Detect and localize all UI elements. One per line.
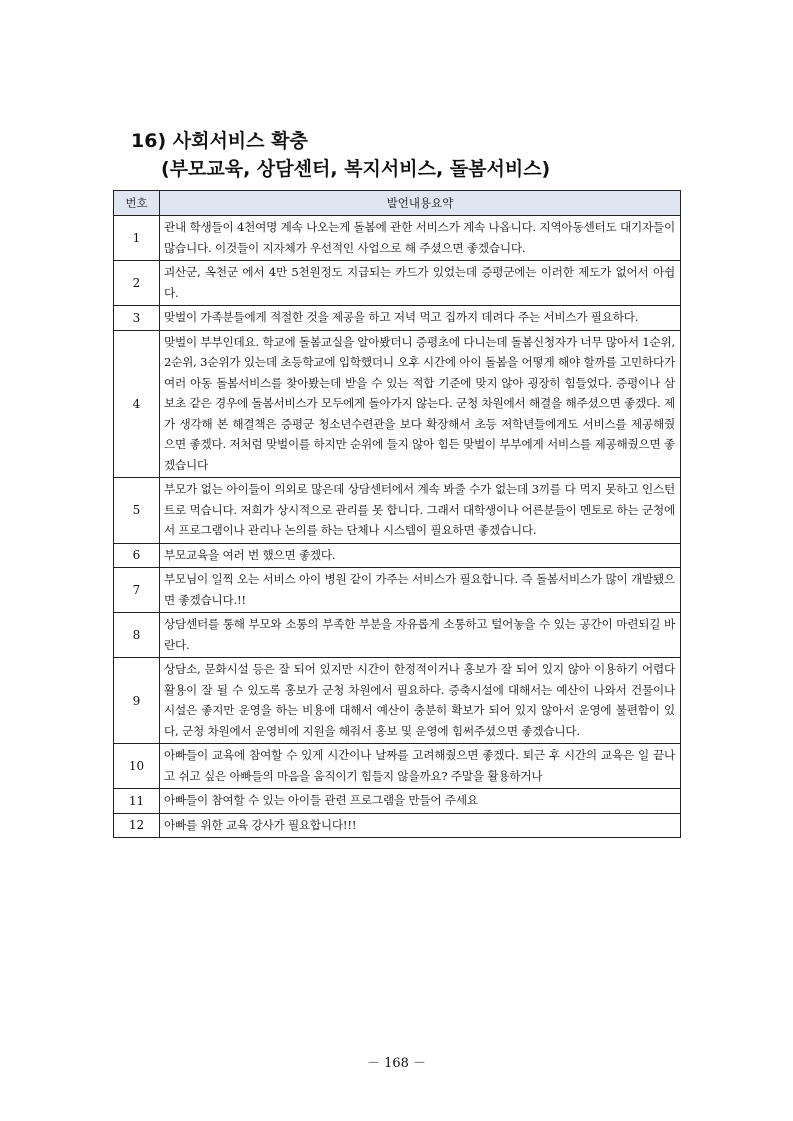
header-summary: 발언내용요약	[160, 191, 681, 216]
table-row	[114, 306, 681, 331]
section-subtitle: (부모교육, 상담센터, 복지서비스, 돌봄서비스)	[161, 158, 551, 180]
row-text: 부모님이 일찍 오는 서비스 아이 병원 같이 가주는 서비스가 필요합니다. 즉 돌봄서비스가 많이 개발됐으면 좋겠습니다.!!	[160, 568, 681, 613]
header-number: 번호	[114, 191, 160, 216]
row-text: 맞벌이 부부인데요. 학교에 돌봄교실을 알아봤더니 증평초에 다니는데 돌봄신청자가 너무 많아서 1순위, 2순위, 3순위가 있는데 초등학교에 입학했더니 오후 시간에 아이 돌봄을 어떻게 해야 할까를 고민하다가 여러 아동 돌봄서비스를 찾아봤는데 받을 수 있는 적합 기준에 맞지 않아 굉장히 힘들었다. 증평이나 삼보초 같은 경우에 돌봄서비스가 모두에게 돌아가지 않는다. 군청 차원에서 해결을 해주셨으면 좋겠다. 제가 생각해 본 해결책은 증평군 청소년수련관을 보다 확장해서 초등 저학년들에게도 서비스를 제공해줬으면 좋겠다. 저처럼 맞벌이를 하지만 순위에 들지 않아 힘든 맞벌이 부부에게 서비스를 제공해줬으면 좋겠습니다	[160, 330, 681, 478]
row-number: 8	[114, 613, 160, 658]
row-text: 상담센터를 통해 부모와 소통의 부족한 부분을 자유롭게 소통하고 털어놓을 수 있는 공간이 마련되길 바란다.	[160, 613, 681, 658]
row-text: 관내 학생들이 4천여명 계속 나오는게 돌봄에 관한 서비스가 계속 나옵니다. 지역아동센터도 대기자들이 많습니다. 이것들이 지자체가 우선적인 사업으로 해 주셨으면 좋겠습니다.	[160, 216, 681, 261]
opinion-summary-table	[113, 190, 681, 838]
row-text: 아빠들이 교육에 참여할 수 있게 시간이나 날짜를 고려해줬으면 좋겠다. 퇴근 후 시간의 교육은 일 끝나고 쉬고 싶은 아빠들의 마음을 움직이기 힘들지 않을까요? 주말을 활용하거나	[160, 744, 681, 789]
row-number: 4	[114, 330, 160, 478]
row-number: 5	[114, 478, 160, 544]
table-row	[114, 216, 681, 261]
table-row	[114, 478, 681, 544]
row-number: 3	[114, 306, 160, 331]
row-number: 9	[114, 658, 160, 744]
row-text: 괴산군, 옥천군 에서 4만 5천원정도 지급되는 카드가 있었는데 증평군에는 이러한 제도가 없어서 아쉽다.	[160, 261, 681, 306]
table-row	[114, 261, 681, 306]
row-number: 6	[114, 543, 160, 568]
section-heading	[131, 127, 550, 183]
row-number: 10	[114, 744, 160, 789]
table-row	[114, 813, 681, 838]
table-header-row	[114, 191, 681, 216]
table-row	[114, 568, 681, 613]
table-row	[114, 330, 681, 478]
table-row	[114, 613, 681, 658]
row-number: 1	[114, 216, 160, 261]
row-text: 아빠들이 참여할 수 있는 아이들 관련 프로그램을 만들어 주세요	[160, 789, 681, 814]
row-number: 12	[114, 813, 160, 838]
page-number: － 168 －	[366, 1056, 427, 1071]
row-text: 부모가 없는 아이들이 의외로 많은데 상담센터에서 계속 봐줄 수가 없는데 3끼를 다 먹지 못하고 인스턴트로 먹습니다. 저희가 상시적으로 관리를 못 합니다. 그래서 대학생이나 어른분들이 멘토로 하는 군청에서 프로그램이나 관리나 논의를 하는 단체나 시스템이 필요하면 좋겠습니다.	[160, 478, 681, 544]
row-number: 2	[114, 261, 160, 306]
row-text: 맞벌이 가족분들에게 적절한 것을 제공을 하고 저녁 먹고 집까지 데려다 주는 서비스가 필요하다.	[160, 306, 681, 331]
row-text: 아빠를 위한 교육 강사가 필요합니다!!!	[160, 813, 681, 838]
row-number: 7	[114, 568, 160, 613]
table-row	[114, 789, 681, 814]
row-text: 상담소, 문화시설 등은 잘 되어 있지만 시간이 한정적이거나 홍보가 잘 되어 있지 않아 이용하기 어렵다 활용이 잘 될 수 있도록 홍보가 군청 차원에서 필요하다. 증축시설에 대해서는 예산이 나와서 건물이나 시설은 좋지만 운영을 하는 비용에 대해서 예산이 충분히 확보가 되어 있지 않아서 운영에 불편함이 있다, 군청 차원에서 운영비에 지원을 해줘서 홍보 및 운영에 힘써주셨으면 좋겠습니다.	[160, 658, 681, 744]
row-number: 11	[114, 789, 160, 814]
table-row	[114, 543, 681, 568]
table-row	[114, 744, 681, 789]
section-title: 16) 사회서비스 확충	[131, 130, 308, 152]
table-row	[114, 658, 681, 744]
row-text: 부모교육을 여러 번 했으면 좋겠다.	[160, 543, 681, 568]
